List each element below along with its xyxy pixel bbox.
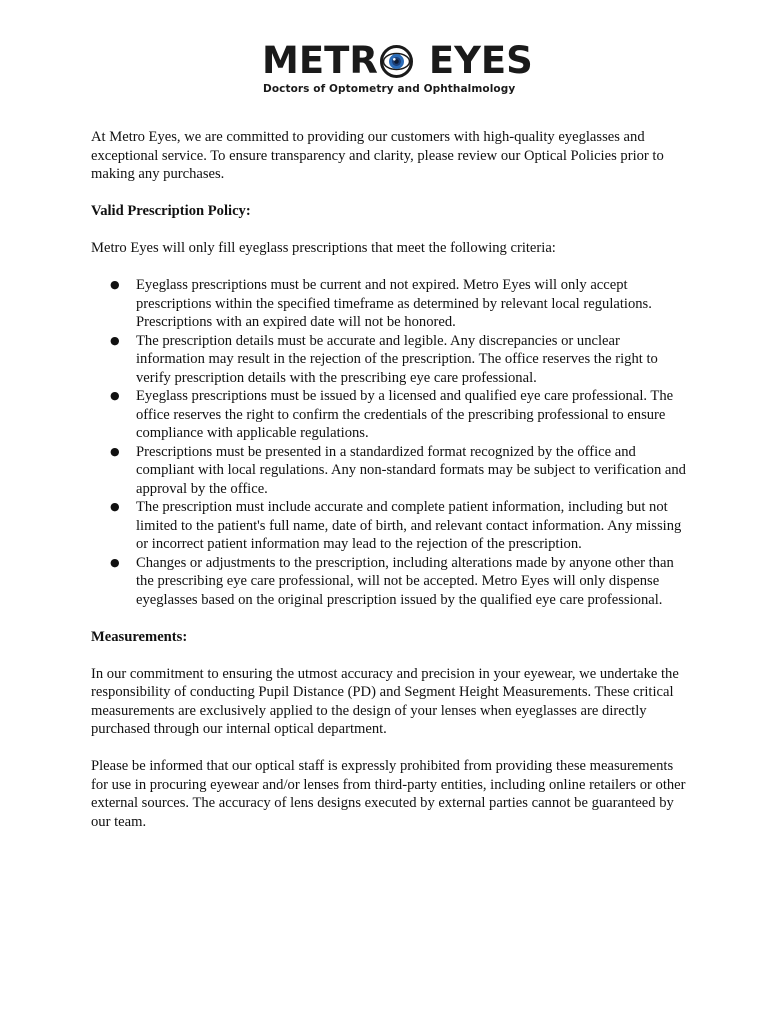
bullet-icon: ● [110, 333, 120, 347]
logo-word-eyes: EYES [428, 39, 533, 82]
criteria-list [91, 276, 691, 609]
list-item [91, 276, 691, 332]
bullet-icon: ● [110, 555, 120, 569]
list-item [91, 332, 691, 388]
list-item-text: The prescription must include accurate and complete patient information, including but not limited to the patient's full name, date of birth, and relevant contact information. Any missing or incorrect patient information may lead to the rejection of the prescription. [136, 499, 682, 552]
measurements-paragraph-1: In our commitment to ensuring the utmost accuracy and precision in your eyewear, we undertake the responsibility of conducting Pupil Distance (PD) and Segment Height Measurements. These critical measurements are exclusively applied to the design of your lenses when eyeglasses are directly purchased through our internal optical department. [91, 665, 679, 737]
list-item-text: Prescriptions must be presented in a standardized format recognized by the office and compliant with local regulations. Any non-standard formats may be subject to verification and approval by the office. [136, 443, 686, 497]
list-item [91, 443, 691, 499]
logo-wordmark [262, 39, 533, 82]
logo-word-metro: METR [262, 39, 378, 82]
eye-icon [380, 45, 413, 78]
measurements-paragraph-2: Please be informed that our optical staff is expressly prohibited from providing these measurements for use in procuring eyewear and/or lenses from third-party entities, including online retailers or other external sources. The accuracy of lens designs executed by external parties cannot be guaranteed by our team. [91, 758, 686, 830]
list-item [91, 498, 691, 554]
bullet-icon: ● [110, 444, 120, 458]
list-item-text: The prescription details must be accurate and legible. Any discrepancies or unclear information may result in the rejection of the prescription. The office reserves the right to verify prescription details with the prescribing eye care professional. [136, 332, 658, 386]
prescription-heading: Valid Prescription Policy: [91, 203, 251, 219]
logo-tagline: Doctors of Optometry and Ophthalmology [263, 83, 516, 95]
metro-eyes-logo [262, 39, 533, 98]
bullet-icon: ● [110, 500, 120, 513]
measurements-heading: Measurements: [91, 628, 188, 645]
bullet-icon: ● [110, 278, 120, 291]
prescription-lead: Metro Eyes will only fill eyeglass prescriptions that meet the following criteria: [91, 240, 556, 256]
list-item-text: Changes or adjustments to the prescription, including alterations made by anyone other than the prescribing eye care professional, will not be accepted. Metro Eyes will only dispense eyeglasses based on the original prescription issued by the qualified eye care professional. [136, 554, 674, 608]
bullet-icon: ● [110, 389, 120, 402]
list-item-text: Eyeglass prescriptions must be current and not expired. Metro Eyes will only accept prescriptions within the specified timeframe as determined by relevant local regulations. Prescriptions with an expired date will not be honored. [136, 277, 652, 330]
intro-paragraph: At Metro Eyes, we are committed to providing our customers with high-quality eyeglasses and exceptional service. To ensure transparency and clarity, please review our Optical Policies prior to making any purchases. [91, 129, 664, 182]
policy-content [91, 128, 691, 850]
list-item [91, 554, 691, 610]
list-item-text: Eyeglass prescriptions must be issued by a licensed and qualified eye care professional. The office reserves the right to confirm the credentials of the prescribing professional to ensure compliance with applicable regulations. [136, 388, 674, 441]
list-item [91, 387, 691, 443]
